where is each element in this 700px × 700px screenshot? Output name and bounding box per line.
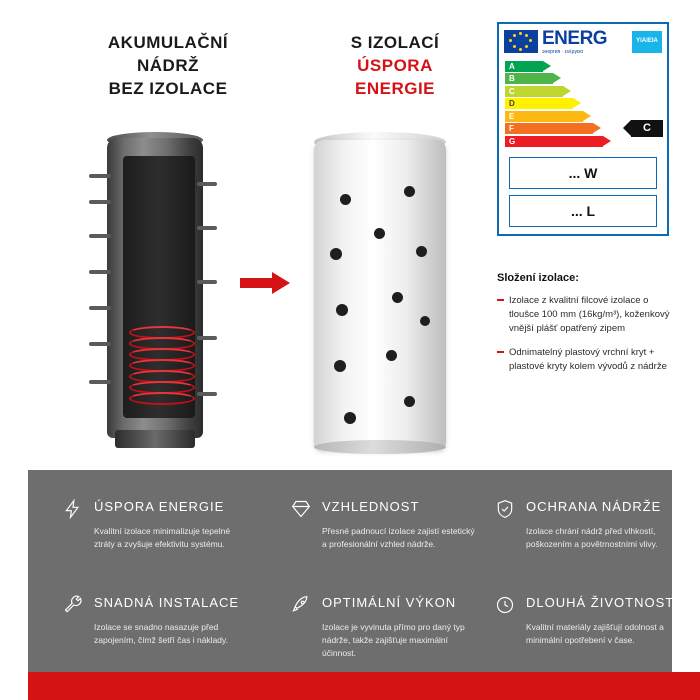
feature-title: SNADNÁ INSTALACE: [94, 595, 240, 610]
energy-class-bar: B: [505, 73, 553, 84]
energy-class-bar: G: [505, 136, 603, 147]
selected-energy-class: C: [631, 120, 663, 137]
clock-icon: [494, 594, 516, 616]
feature-text: Přesné padnoucí izolace zajistí estetický a profesionální vzhled nádrže.: [322, 526, 475, 550]
feature-appearance: [290, 496, 478, 551]
feature-easy-installation: [62, 592, 250, 647]
tank-port: [197, 392, 217, 396]
feature-text: Kvalitní izolace minimalizuje tepelné ztráty a zvyšuje efektivitu systému.: [94, 526, 231, 550]
tank-port: [197, 226, 217, 230]
tank-port: [197, 336, 217, 340]
tank-port: [89, 174, 111, 178]
feature-title: OCHRANA NÁDRŽE: [526, 499, 662, 514]
feature-energy-saving: [62, 496, 250, 551]
feature-long-lifetime: [494, 592, 682, 647]
port-cap: [404, 396, 415, 407]
energy-label-word: ENERG: [542, 28, 608, 49]
composition-title: Složení izolace:: [497, 272, 579, 284]
port-cap: [386, 350, 397, 361]
power-value-box: ... W: [509, 157, 657, 189]
transition-arrow-icon: [240, 272, 292, 294]
feature-text: Izolace je vyvinuta přímo pro daný typ nádrže, takže zajišťuje maximální účinnost.: [322, 622, 465, 659]
energy-class-bar: F: [505, 123, 593, 134]
tank-port: [197, 280, 217, 284]
middle-heading-line-1: S IZOLACÍ: [350, 33, 440, 52]
rocket-icon: [290, 594, 312, 616]
energy-class-scale: [499, 58, 667, 152]
middle-heading-line-3: ENERGIE: [354, 78, 436, 98]
heat-exchanger-coil: [129, 326, 191, 404]
badge-line-3: IA: [651, 38, 658, 45]
port-cap: [374, 228, 385, 239]
energy-label: [497, 22, 669, 236]
tank-port: [197, 182, 217, 186]
bottom-bar-notch: [0, 672, 28, 700]
uninsulated-tank-illustration: [85, 130, 225, 450]
feature-tank-protection: [494, 496, 682, 551]
feature-title: OPTIMÁLNÍ VÝKON: [322, 595, 457, 610]
tank-port: [89, 342, 111, 346]
energy-label-header: [499, 24, 667, 58]
tank-port: [89, 234, 111, 238]
port-cap: [344, 412, 356, 424]
port-cap: [392, 292, 403, 303]
feature-optimal-performance: [290, 592, 478, 661]
badge-line-2: IE: [646, 38, 652, 45]
energy-class-bar: E: [505, 111, 583, 122]
tank-port: [89, 270, 111, 274]
insulation-bottom: [314, 440, 446, 454]
shield-check-icon: [494, 498, 516, 520]
feature-text: Kvalitní materiály zajišťují odolnost a minimální opotřebení v čase.: [526, 622, 664, 646]
insulation-jacket: [314, 140, 446, 450]
port-cap: [336, 304, 348, 316]
diamond-icon: [290, 498, 312, 520]
insulation-composition: [497, 272, 677, 385]
energy-label-badge: [632, 31, 662, 53]
arrow-shaft: [240, 278, 274, 288]
feature-text: Izolace se snadno nasazuje před zapojením, čímž šetří čas i náklady.: [94, 622, 229, 646]
features-panel: [28, 470, 675, 672]
port-cap: [334, 360, 346, 372]
arrow-head: [272, 272, 290, 294]
tank-port: [89, 306, 111, 310]
volume-value-box: ... L: [509, 195, 657, 227]
left-heading: [48, 32, 288, 101]
composition-item: Izolace z kvalitní filcové izolace o tloušce 100 mm (16kg/m³), koženkový vnější plášť opatřený zipem: [497, 294, 677, 335]
left-heading-line-3: BEZ IZOLACE: [108, 78, 228, 98]
feature-title: VZHLEDNOST: [322, 499, 420, 514]
feature-text: Izolace chrání nádrž před vlhkostí, poškozením a povětrnostními vlivy.: [526, 526, 658, 550]
bolt-icon: [62, 498, 84, 520]
left-heading-line-2: NÁDRŽ: [137, 55, 199, 75]
port-cap: [340, 194, 351, 205]
wrench-icon: [62, 594, 84, 616]
port-cap: [420, 316, 430, 326]
port-cap: [416, 246, 427, 257]
feature-title: ÚSPORA ENERGIE: [94, 499, 225, 514]
insulated-tank-illustration: [300, 128, 480, 458]
tank-base: [115, 430, 195, 448]
energy-class-bar: A: [505, 61, 543, 72]
tank-port: [89, 200, 111, 204]
bottom-accent-bar: [0, 672, 700, 700]
tank-port: [89, 380, 111, 384]
port-cap: [330, 248, 342, 260]
energy-label-subtitle: энергия · ενέργεια: [542, 49, 584, 55]
energy-class-bar: D: [505, 98, 573, 109]
energy-class-bar: C: [505, 86, 563, 97]
middle-heading-line-2: ÚSPORA: [357, 55, 433, 75]
composition-item: Odnimatelný plastový vrchní kryt + plastové kryty kolem vývodů z nádrže: [497, 346, 677, 374]
eu-flag-icon: [504, 30, 538, 53]
feature-title: DLOUHÁ ŽIVOTNOST: [526, 595, 675, 610]
left-heading-line-1: AKUMULAČNÍ: [107, 33, 229, 52]
badge-line-1: YIA: [636, 38, 647, 45]
port-cap: [404, 186, 415, 197]
middle-heading: [300, 32, 490, 101]
